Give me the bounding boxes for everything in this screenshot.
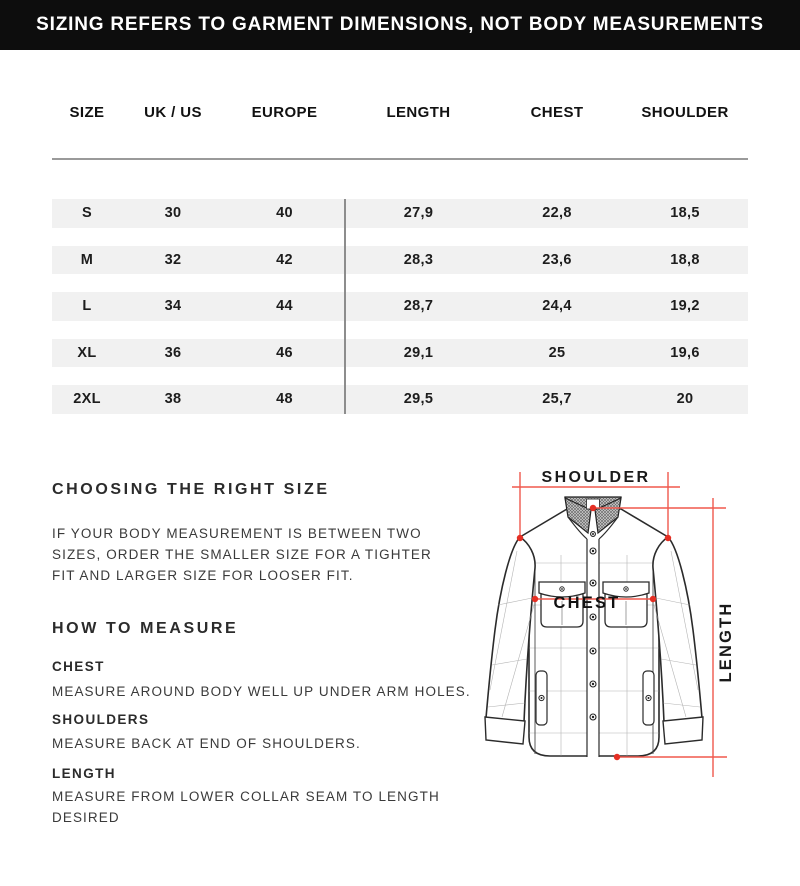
cell: 18,5 [670, 205, 700, 222]
how-to-measure-heading: HOW TO MEASURE [52, 620, 239, 637]
column-header-length: LENGTH [386, 103, 451, 121]
cell: 25,7 [542, 391, 572, 408]
cell: 27,9 [403, 205, 434, 222]
cell: 23,6 [542, 251, 572, 268]
measure-length-text: MEASURE FROM LOWER COLLAR SEAM TO LENGTH DESIRED [52, 789, 440, 825]
cell: 46 [276, 344, 293, 361]
cell: 32 [164, 251, 182, 268]
cell: 2XL [73, 391, 101, 408]
column-header-shoulder: SHOULDER [641, 103, 729, 121]
choosing-size-heading: CHOOSING THE RIGHT SIZE [52, 481, 330, 498]
table-row-l [52, 292, 748, 321]
table-row-s [52, 199, 748, 228]
choosing-size-paragraph: IF YOUR BODY MEASUREMENT IS BETWEEN TWO SIZES, ORDER THE SMALLER SIZE FOR A TIGHTER FIT AND LARGER SIZE FOR LOOSER FIT. [52, 526, 432, 583]
button-placket [587, 539, 599, 757]
measure-length-label: LENGTH [52, 766, 116, 781]
cell: L [82, 298, 92, 315]
measure-chest-text: MEASURE AROUND BODY WELL UP UNDER ARM HOLES. [52, 684, 471, 699]
measure-chest-label: CHEST [52, 659, 105, 674]
diagram-shoulder-label: SHOULDER [541, 469, 651, 486]
cell: 19,2 [670, 298, 700, 315]
cell: 34 [164, 298, 182, 315]
table-row-xl [52, 339, 748, 368]
measure-shoulders-label: SHOULDERS [52, 712, 150, 727]
cell: M [80, 251, 94, 268]
cell: XL [77, 344, 97, 361]
cell: 28,7 [403, 298, 434, 315]
cell: S [82, 205, 92, 222]
cell: 42 [276, 251, 293, 268]
cell: 30 [164, 205, 182, 222]
cell: 20 [676, 391, 694, 408]
cell: 29,1 [403, 344, 434, 361]
column-header-chest: CHEST [530, 103, 584, 121]
shirt-measurement-diagram [440, 455, 790, 795]
notice-banner [0, 0, 800, 50]
table-column-divider [344, 199, 346, 414]
column-header-europe: EUROPE [251, 103, 318, 121]
cell: 36 [164, 344, 182, 361]
cell: 18,8 [670, 251, 700, 268]
cell: 48 [276, 391, 293, 408]
table-header-underline [52, 158, 748, 160]
cell: 22,8 [542, 205, 572, 222]
notice-banner-text: SIZING REFERS TO GARMENT DIMENSIONS, NOT BODY MEASUREMENTS [36, 14, 764, 35]
column-header-size: SIZE [69, 103, 105, 121]
table-row-2xl [52, 385, 748, 414]
measure-shoulders-text: MEASURE BACK AT END OF SHOULDERS. [52, 736, 361, 751]
diagram-length-label: LENGTH [717, 601, 735, 683]
table-header-row [52, 101, 748, 123]
table-row-m [52, 246, 748, 275]
cell: 25 [548, 344, 566, 361]
cell: 19,6 [670, 344, 700, 361]
cell: 24,4 [542, 298, 572, 315]
diagram-chest-label: CHEST [553, 594, 621, 612]
cell: 38 [164, 391, 182, 408]
cell: 28,3 [403, 251, 434, 268]
cell: 29,5 [403, 391, 434, 408]
column-header-uk-us: UK / US [144, 103, 202, 121]
cell: 44 [276, 298, 293, 315]
cell: 40 [276, 205, 293, 222]
